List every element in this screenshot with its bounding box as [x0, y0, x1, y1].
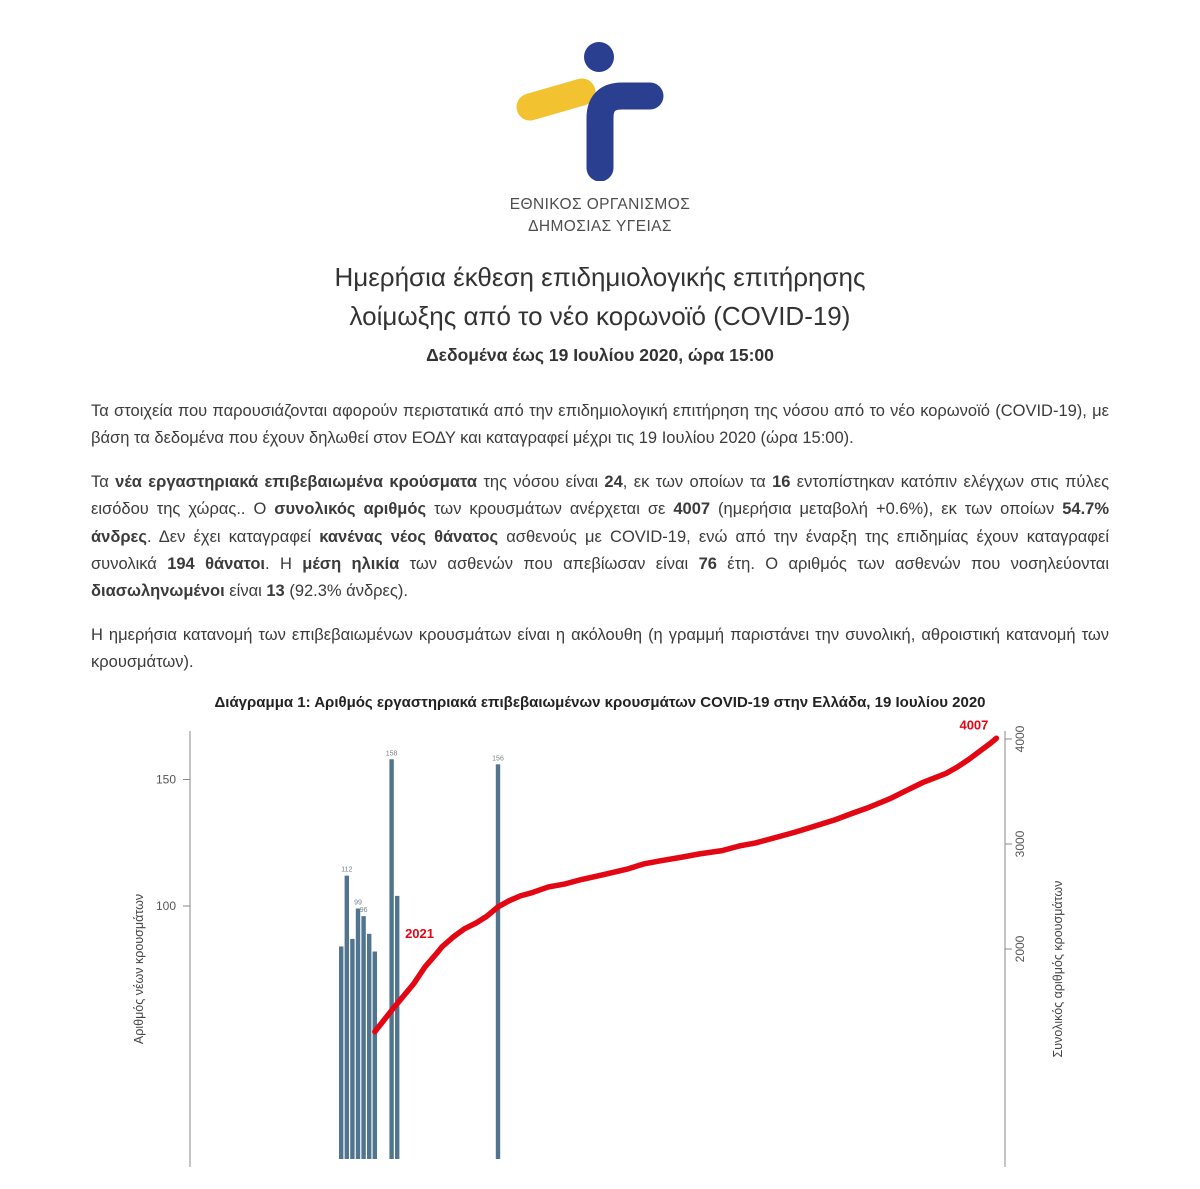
- right-axis-label: Συνολικός αριθμός κρουσμάτων: [1051, 880, 1065, 1058]
- daily-cases-bar: [496, 764, 500, 1159]
- eody-logo: [450, 36, 750, 181]
- bar-value-label: 156: [492, 754, 504, 762]
- paragraph-chart-intro: Η ημερήσια κατανομή των επιβεβαιωμένων κρουσμάτων είναι η ακόλουθη (η γραμμή παριστάνει την συνολική, αθροιστική κατανομή των κρουσμάτων).: [91, 625, 1109, 672]
- daily-cases-bar: [367, 933, 371, 1158]
- left-axis-tick-label: 100: [155, 898, 176, 913]
- bar-value-label: 96: [359, 906, 368, 914]
- chart-svg: [0, 719, 1200, 1189]
- left-axis-tick-label: 150: [155, 772, 176, 787]
- daily-cases-bar: [345, 875, 349, 1158]
- text-segment: είναι: [224, 582, 267, 601]
- report-header: [0, 0, 1200, 238]
- key-figure: 24: [604, 472, 623, 491]
- text-segment: ασθενούς με COVID-19, ενώ από την έναρξη της επιδημίας έχουν καταγραφεί συνολικά: [91, 527, 1110, 574]
- paragraph-key-figures: [91, 469, 1109, 606]
- right-axis-tick-label: 4000: [1013, 725, 1027, 753]
- cumulative-cases-line: [375, 738, 997, 1031]
- daily-cases-bar: [389, 759, 393, 1159]
- left-axis-label: Αριθμός νέων κρουσμάτων: [132, 893, 146, 1044]
- text-segment: των ασθενών που απεβίωσαν είναι: [399, 555, 699, 574]
- daily-cases-bar: [373, 951, 377, 1158]
- text-segment: Τα: [91, 472, 116, 491]
- text-segment: της νόσου είναι: [477, 472, 605, 491]
- org-name-line1: ΕΘΝΙΚΟΣ ΟΡΓΑΝΙΣΜΟΣ: [509, 196, 691, 213]
- text-segment: . Δεν έχει καταγραφεί: [146, 527, 320, 546]
- text-segment: των κρουσμάτων ανέρχεται σε: [426, 500, 674, 519]
- text-segment: . Η: [265, 555, 303, 574]
- cumulative-annotation: 2021: [405, 925, 434, 941]
- key-figure: νέα εργαστηριακά επιβεβαιωμένα κρούσματα: [115, 472, 478, 491]
- bar-value-label: 112: [341, 866, 353, 874]
- bar-value-label: 99: [354, 899, 362, 907]
- key-figure: μέση ηλικία: [302, 555, 400, 574]
- key-figure: 16: [772, 472, 791, 491]
- key-figure: 54.7% άνδρες: [91, 500, 1110, 546]
- logo-body: [600, 96, 650, 168]
- bar-value-label: 158: [385, 749, 398, 757]
- text-segment: εντοπίστηκαν κατόπιν ελέγχων στις πύλες εισόδου της χώρας.. Ο: [91, 472, 1110, 519]
- org-name: [0, 194, 1200, 238]
- daily-cases-bar: [395, 896, 399, 1159]
- cumulative-annotation: 4007: [959, 718, 989, 732]
- logo-head: [584, 42, 614, 72]
- chart-figure: [0, 693, 1200, 1189]
- text-segment: (92.3% άνδρες).: [284, 582, 408, 601]
- report-title-line2: λοίμωξης από το νέο κορωνοϊό (COVID-19): [349, 301, 851, 331]
- chart-title: Διάγραμμα 1: Αριθμός εργαστηριακά επιβεβαιωμένων κρουσμάτων COVID-19 στην Ελλάδα, 19 Ιουλίου 2020: [214, 693, 986, 711]
- text-segment: , εκ των οποίων τα: [622, 472, 773, 491]
- text-segment: έτη. Ο αριθμός των ασθενών που νοσηλεύονται: [716, 555, 1109, 574]
- org-name-line2: ΔΗΜΟΣΙΑΣ ΥΓΕΙΑΣ: [528, 218, 672, 235]
- report-title-line1: Ημερήσια έκθεση επιδημιολογικής επιτήρησης: [334, 262, 866, 292]
- text-segment: (ημερήσια μεταβολή +0.6%), εκ των οποίων: [710, 500, 1063, 519]
- daily-cases-bar: [356, 908, 360, 1158]
- key-figure: 13: [266, 582, 285, 601]
- daily-cases-bar: [350, 939, 354, 1159]
- report-title: [0, 258, 1200, 336]
- document-body: [91, 398, 1109, 677]
- key-figure: 194 θάνατοι: [167, 555, 266, 574]
- paragraph-intro: Τα στοιχεία που παρουσιάζονται αφορούν περιστατικά από την επιδημιολογική επιτήρηση της νόσου από το νέο κορωνοϊό (COVID-19), με βάση τα δεδομένα που έχουν δηλωθεί στον ΕΟΔΥ και καταγραφεί μέχρι τις 19 Ιουλίου 2020 (ώρα 15:00).: [91, 402, 1109, 448]
- key-figure: διασωληνωμένοι: [91, 582, 225, 601]
- daily-cases-bar: [339, 946, 343, 1159]
- key-figure: κανένας νέος θάνατος: [319, 527, 499, 546]
- report-subtitle: Δεδομένα έως 19 Ιουλίου 2020, ώρα 15:00: [426, 345, 774, 365]
- key-figure: 4007: [673, 500, 711, 519]
- key-figure: συνολικός αριθμός: [274, 500, 427, 519]
- right-axis-tick-label: 2000: [1013, 935, 1027, 963]
- key-figure: 76: [698, 555, 717, 574]
- daily-cases-bar: [361, 916, 365, 1159]
- logo-yellow-arm: [530, 92, 582, 107]
- right-axis-tick-label: 3000: [1013, 830, 1027, 858]
